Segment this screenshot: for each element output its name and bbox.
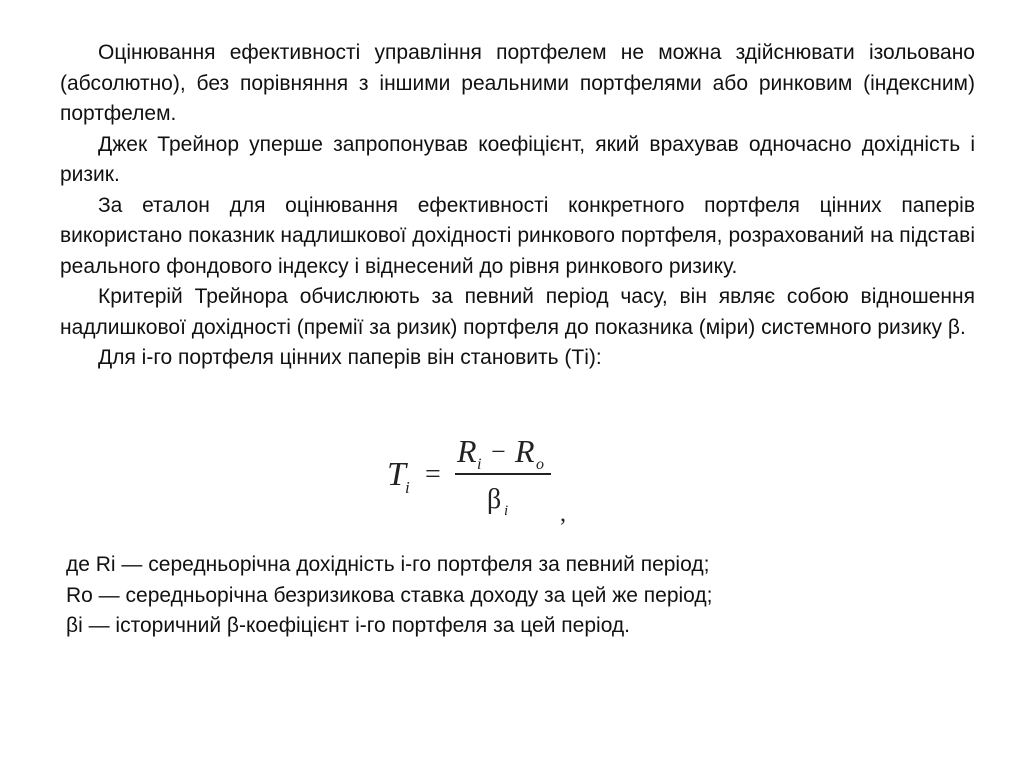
formula-lhs-symbol: T: [387, 456, 406, 493]
paragraph-formula-intro: Для і-го портфеля цінних паперів він становить (Ті):: [98, 346, 602, 369]
formula-num-ro: R: [515, 433, 535, 469]
definitions-list: [66, 550, 713, 642]
definition-ri: де Ri — середньорічна дохідність і-го портфеля за певний період;: [66, 553, 710, 576]
definition-ro: Ro — середньорічна безризикова ставка доходу за цей же період;: [66, 583, 713, 607]
paragraph-benchmark: За еталон для оцінювання ефективності конкретного портфеля цінних паперів використано показник надлишкової дохідності ринкового портфеля, розрахований на підставі реального фондового індексу і віднесений до рівня ринкового ризику.: [60, 193, 975, 278]
formula-lhs-subscript: i: [405, 478, 410, 497]
formula-trailing-comma: ,: [560, 501, 566, 527]
formula-den-beta: β: [487, 484, 502, 515]
formula-den-subscript: i: [504, 503, 509, 519]
formula-minus: −: [491, 437, 506, 466]
paragraph-intro: Оцінювання ефективності управління портфелем не можна здійснювати ізольовано (абсолютно), без порівняння з іншими реальними портфелями або ринковим (індексним) портфелем.: [60, 41, 975, 125]
paragraph-criterion: Критерій Трейнора обчислюють за певний період часу, він являє собою відношення надлишкової дохідності (премії за ризик) портфеля до показника (міри) системного ризику β.: [60, 285, 975, 339]
formula-num-r-subscript: i: [477, 456, 482, 473]
formula-num-r: R: [457, 433, 477, 469]
formula-num-ro-subscript: o: [536, 456, 544, 473]
paragraph-treynor: Джек Трейнор уперше запропонував коефіцієнт, який врахував одночасно дохідність і ризик.: [60, 132, 975, 186]
definition-beta: βi — історичний β-коефіцієнт і-го портфеля за цей період.: [66, 614, 630, 637]
formula-equals: =: [425, 459, 441, 490]
treynor-formula: [385, 425, 585, 530]
formula-graphic: [385, 425, 585, 530]
body-text: [60, 38, 975, 374]
